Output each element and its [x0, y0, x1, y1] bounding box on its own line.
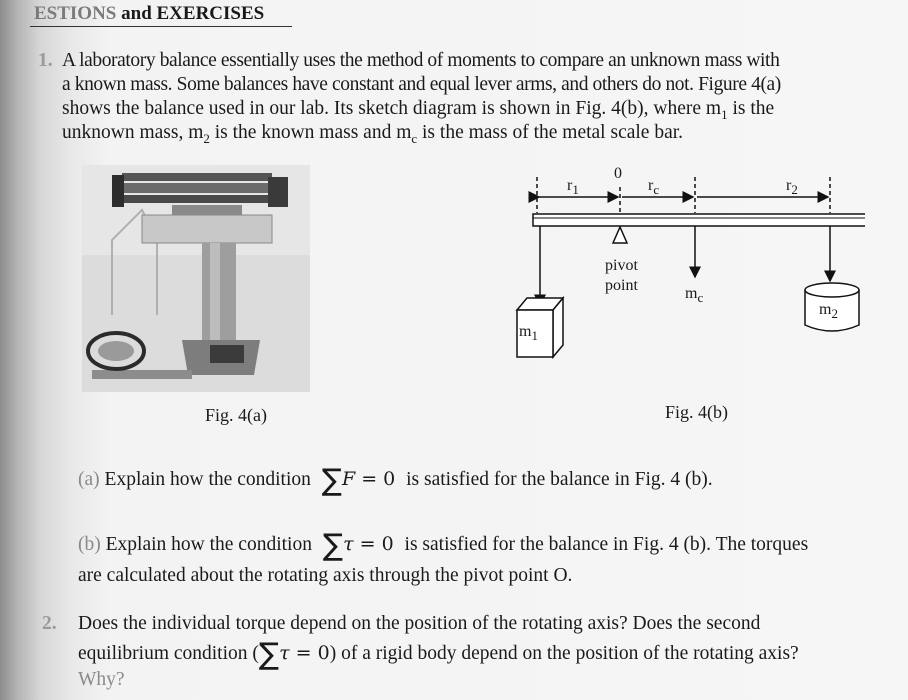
part-a-prefix: Explain how the condition [104, 469, 311, 490]
eq-a-rest: = 0 [355, 468, 396, 490]
q1-line-3-text: shows the balance used in our lab. Its sketch diagram is shown in Fig. 4(b), where m [62, 98, 722, 119]
sum-torque-equation [322, 528, 394, 563]
eq-b-rest: = 0 [353, 533, 394, 555]
heading-main-part: and EXERCISES [116, 3, 265, 24]
diagram-lines [505, 165, 865, 365]
balance-sketch-diagram [505, 165, 865, 365]
q2-line-1: Does the individual torque depend on the position of the rotating axis? Does the second [78, 613, 761, 634]
part-a-suffix: is satisfied for the balance in Fig. 4 (b). [406, 469, 713, 490]
pivot-label-line-1: pivot [605, 257, 638, 274]
q1-line-4 [62, 121, 683, 151]
m2-label [819, 301, 838, 322]
r1-subscript: 1 [572, 182, 579, 198]
r2-subscript: 2 [791, 182, 798, 198]
sigma-symbol: ∑ [321, 463, 342, 498]
m1-subscript: 1 [531, 328, 538, 344]
sum-force-equation [321, 463, 396, 498]
part-b-suffix: is satisfied for the balance in Fig. 4 (b). The torques [404, 534, 809, 555]
q2-line-3: Why? [78, 669, 125, 690]
part-b-line-2: are calculated about the rotating axis through the pivot point O. [78, 565, 573, 586]
q1-line-4-c: is the mass of the metal scale bar. [417, 122, 684, 143]
q1-line-1: A laboratory balance essentially uses the method of moments to compare an unknown mass with [62, 50, 780, 71]
pivot-label-line-2: point [605, 277, 638, 294]
part-a [78, 463, 713, 498]
q1-sub-1: 1 [721, 106, 728, 122]
m1-letter: m [519, 323, 532, 340]
mc-letter: m [685, 285, 698, 302]
question-1-number: 1. [38, 50, 53, 71]
q1-line-4-a: unknown mass, m [62, 122, 204, 143]
section-heading [34, 3, 264, 25]
q2-line-2-post: ) of a rigid body depend on the position of the rotating axis? [329, 643, 799, 664]
q2-eq-rest: = 0 [289, 642, 330, 664]
fig-4a-caption: Fig. 4(a) [205, 405, 267, 425]
part-b-label: (b) [78, 534, 101, 555]
mc-label [685, 285, 703, 306]
q1-sub-2: 2 [203, 130, 210, 146]
balance-photo [82, 165, 310, 392]
rc-letter: r [648, 177, 654, 194]
r1-letter: r [567, 177, 573, 194]
r2-letter: r [786, 177, 792, 194]
q2-torque-equation [258, 637, 330, 672]
q1-line-2: a known mass. Some balances have constant and equal lever arms, and others do not. Figure 4(a) [62, 74, 781, 95]
m2-letter: m [819, 301, 832, 318]
m1-label [519, 323, 538, 344]
part-b-prefix: Explain how the condition [105, 534, 312, 555]
sigma-symbol-b: ∑ [322, 528, 344, 563]
m2-subscript: 2 [831, 306, 838, 322]
rc-subscript: c [653, 182, 660, 198]
heading-faded-part: ESTIONS [34, 3, 117, 24]
part-a-label: (a) [78, 469, 100, 490]
q2-torque-vector: τ [279, 642, 290, 664]
origin-zero-label: 0 [614, 165, 622, 182]
torque-vector: τ [343, 533, 354, 555]
r1-label [567, 177, 579, 198]
fig-4b-caption: Fig. 4(b) [665, 402, 728, 422]
r2-label [786, 177, 798, 198]
rc-label [648, 177, 659, 198]
q1-line-3-tail: is the [727, 98, 775, 119]
sigma-symbol-q2: ∑ [258, 637, 280, 672]
q2-line-2-pre: equilibrium condition ( [78, 643, 259, 664]
mc-subscript: c [697, 290, 704, 306]
part-b-line-1 [78, 528, 809, 563]
q2-line-2 [78, 637, 799, 672]
q1-sub-c: c [411, 130, 418, 146]
q1-line-4-b: is the known mass and m [209, 122, 412, 143]
heading-underline [30, 26, 292, 27]
question-2-number: 2. [42, 613, 57, 634]
force-vector: F [341, 468, 356, 490]
